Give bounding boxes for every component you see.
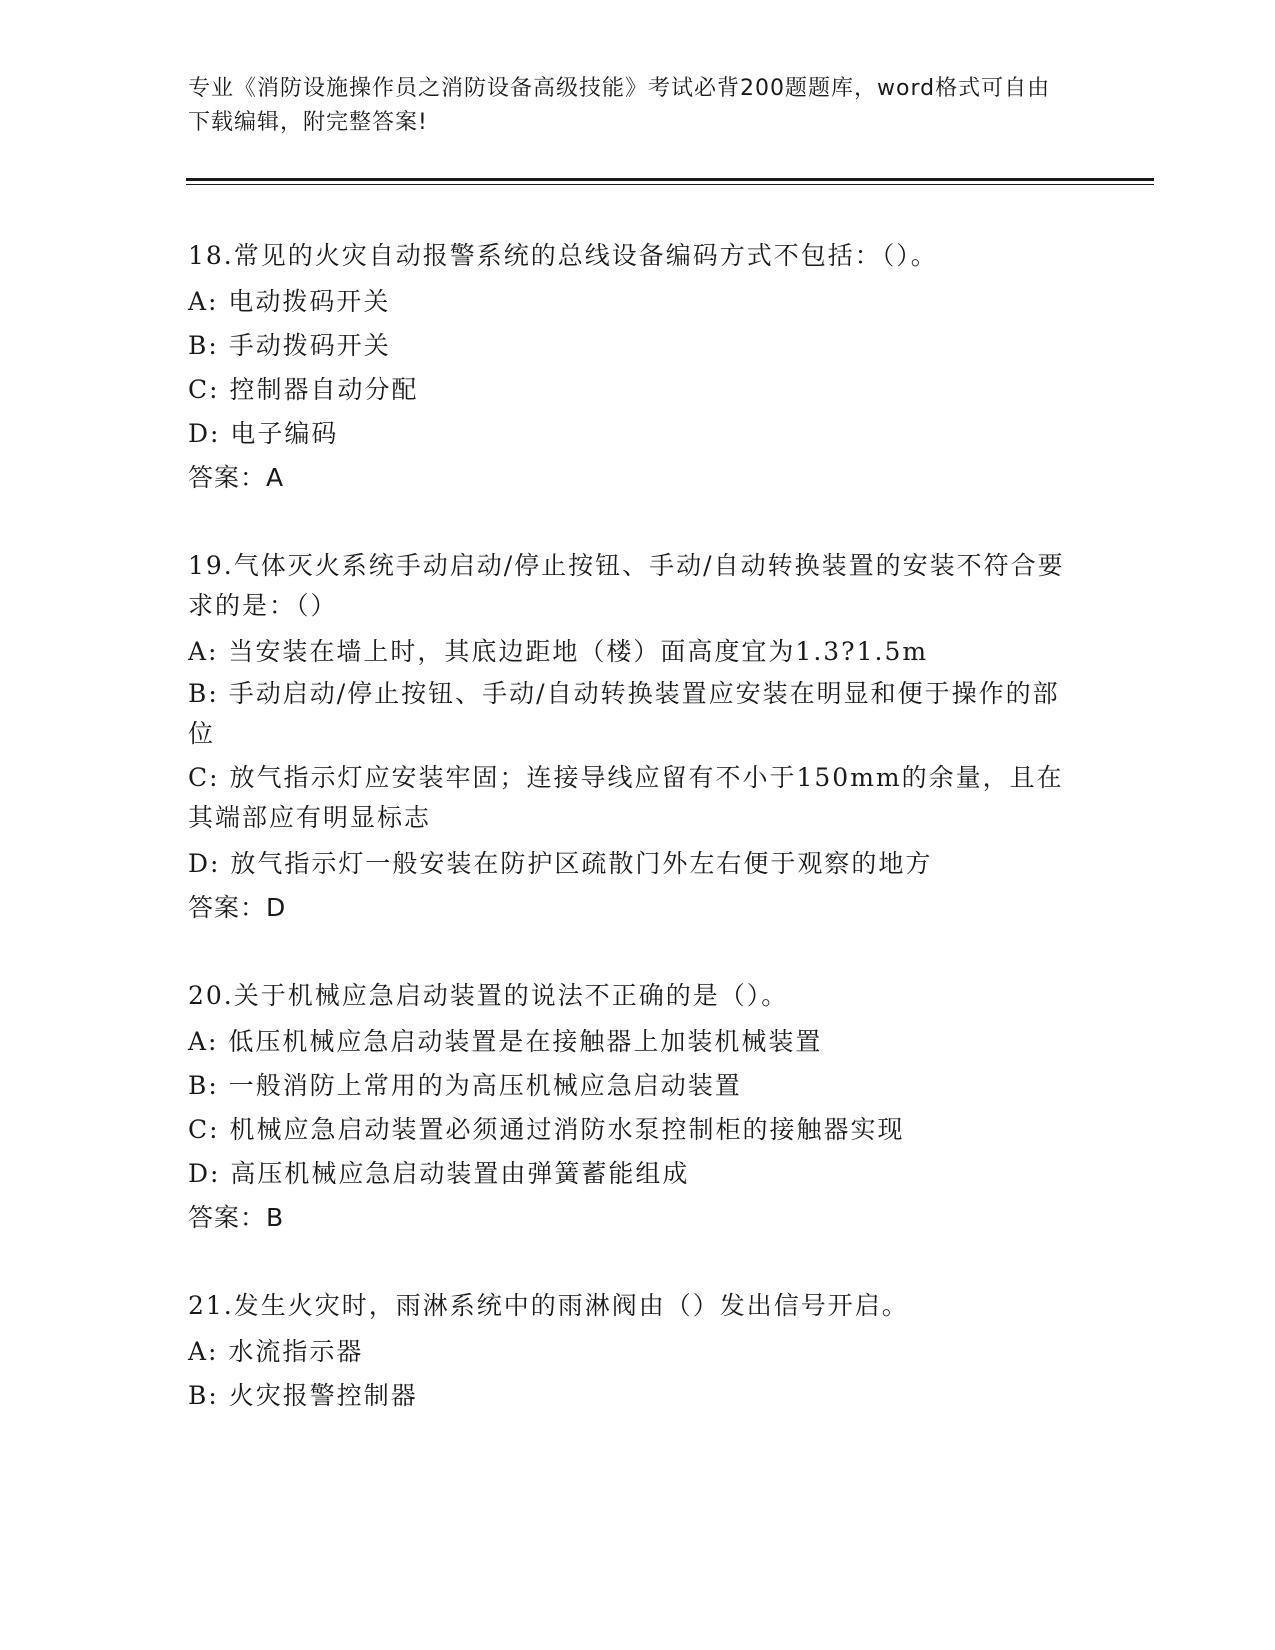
question-text: 20.关于机械应急启动装置的说法不正确的是（）。 [188, 981, 789, 1010]
option-a: A: 电动拨码开关 [188, 287, 391, 316]
header-divider-thin [186, 184, 1154, 185]
option-c: C: 控制器自动分配 [188, 375, 419, 404]
option-c: C: 机械应急启动装置必须通过消防水泵控制柜的接触器实现 [188, 1115, 905, 1144]
option-c: C: 放气指示灯应安装牢固；连接导线应留有不小于150mm的余量，且在其端部应有明显标志 [188, 763, 1064, 832]
question-text: 18.常见的火灾自动报警系统的总线设备编码方式不包括：（）。 [188, 241, 938, 270]
option-a: A: 水流指示器 [188, 1337, 364, 1366]
option-d: D: 放气指示灯一般安装在防护区疏散门外左右便于观察的地方 [188, 849, 933, 878]
option-b: B: 一般消防上常用的为高压机械应急启动装置 [188, 1071, 742, 1100]
option-a: A: 当安装在墙上时，其底边距地（楼）面高度宜为1.3?1.5m [188, 637, 929, 666]
answer-label: 答案：B [188, 1203, 285, 1232]
option-d: D: 高压机械应急启动装置由弹簧蓄能组成 [188, 1159, 690, 1188]
answer-label: 答案：D [188, 893, 287, 922]
question-text: 21.发生火灾时，雨淋系统中的雨淋阀由（）发出信号开启。 [188, 1291, 909, 1320]
option-d: D: 电子编码 [188, 419, 339, 448]
question-text: 19.气体灭火系统手动启动/停止按钮、手动/自动转换装置的安装不符合要求的是：（） [188, 551, 1065, 620]
question-18 [188, 236, 1068, 500]
document-header: 专业《消防设施操作员之消防设备高级技能》考试必背200题题库，word格式可自由下载编辑，附完整答案! [188, 76, 1051, 135]
option-b: B: 手动拨码开关 [188, 331, 391, 360]
option-b: B: 火灾报警控制器 [188, 1381, 418, 1410]
header-divider-thick [186, 178, 1154, 181]
option-a: A: 低压机械应急启动装置是在接触器上加装机械装置 [188, 1027, 823, 1056]
question-20 [188, 976, 1068, 1240]
question-list [188, 236, 1068, 1464]
answer-label: 答案：A [188, 463, 285, 492]
question-19 [188, 546, 1068, 930]
question-21 [188, 1286, 1068, 1418]
option-b: B: 手动启动/停止按钮、手动/自动转换装置应安装在明显和便于操作的部位 [188, 679, 1060, 748]
